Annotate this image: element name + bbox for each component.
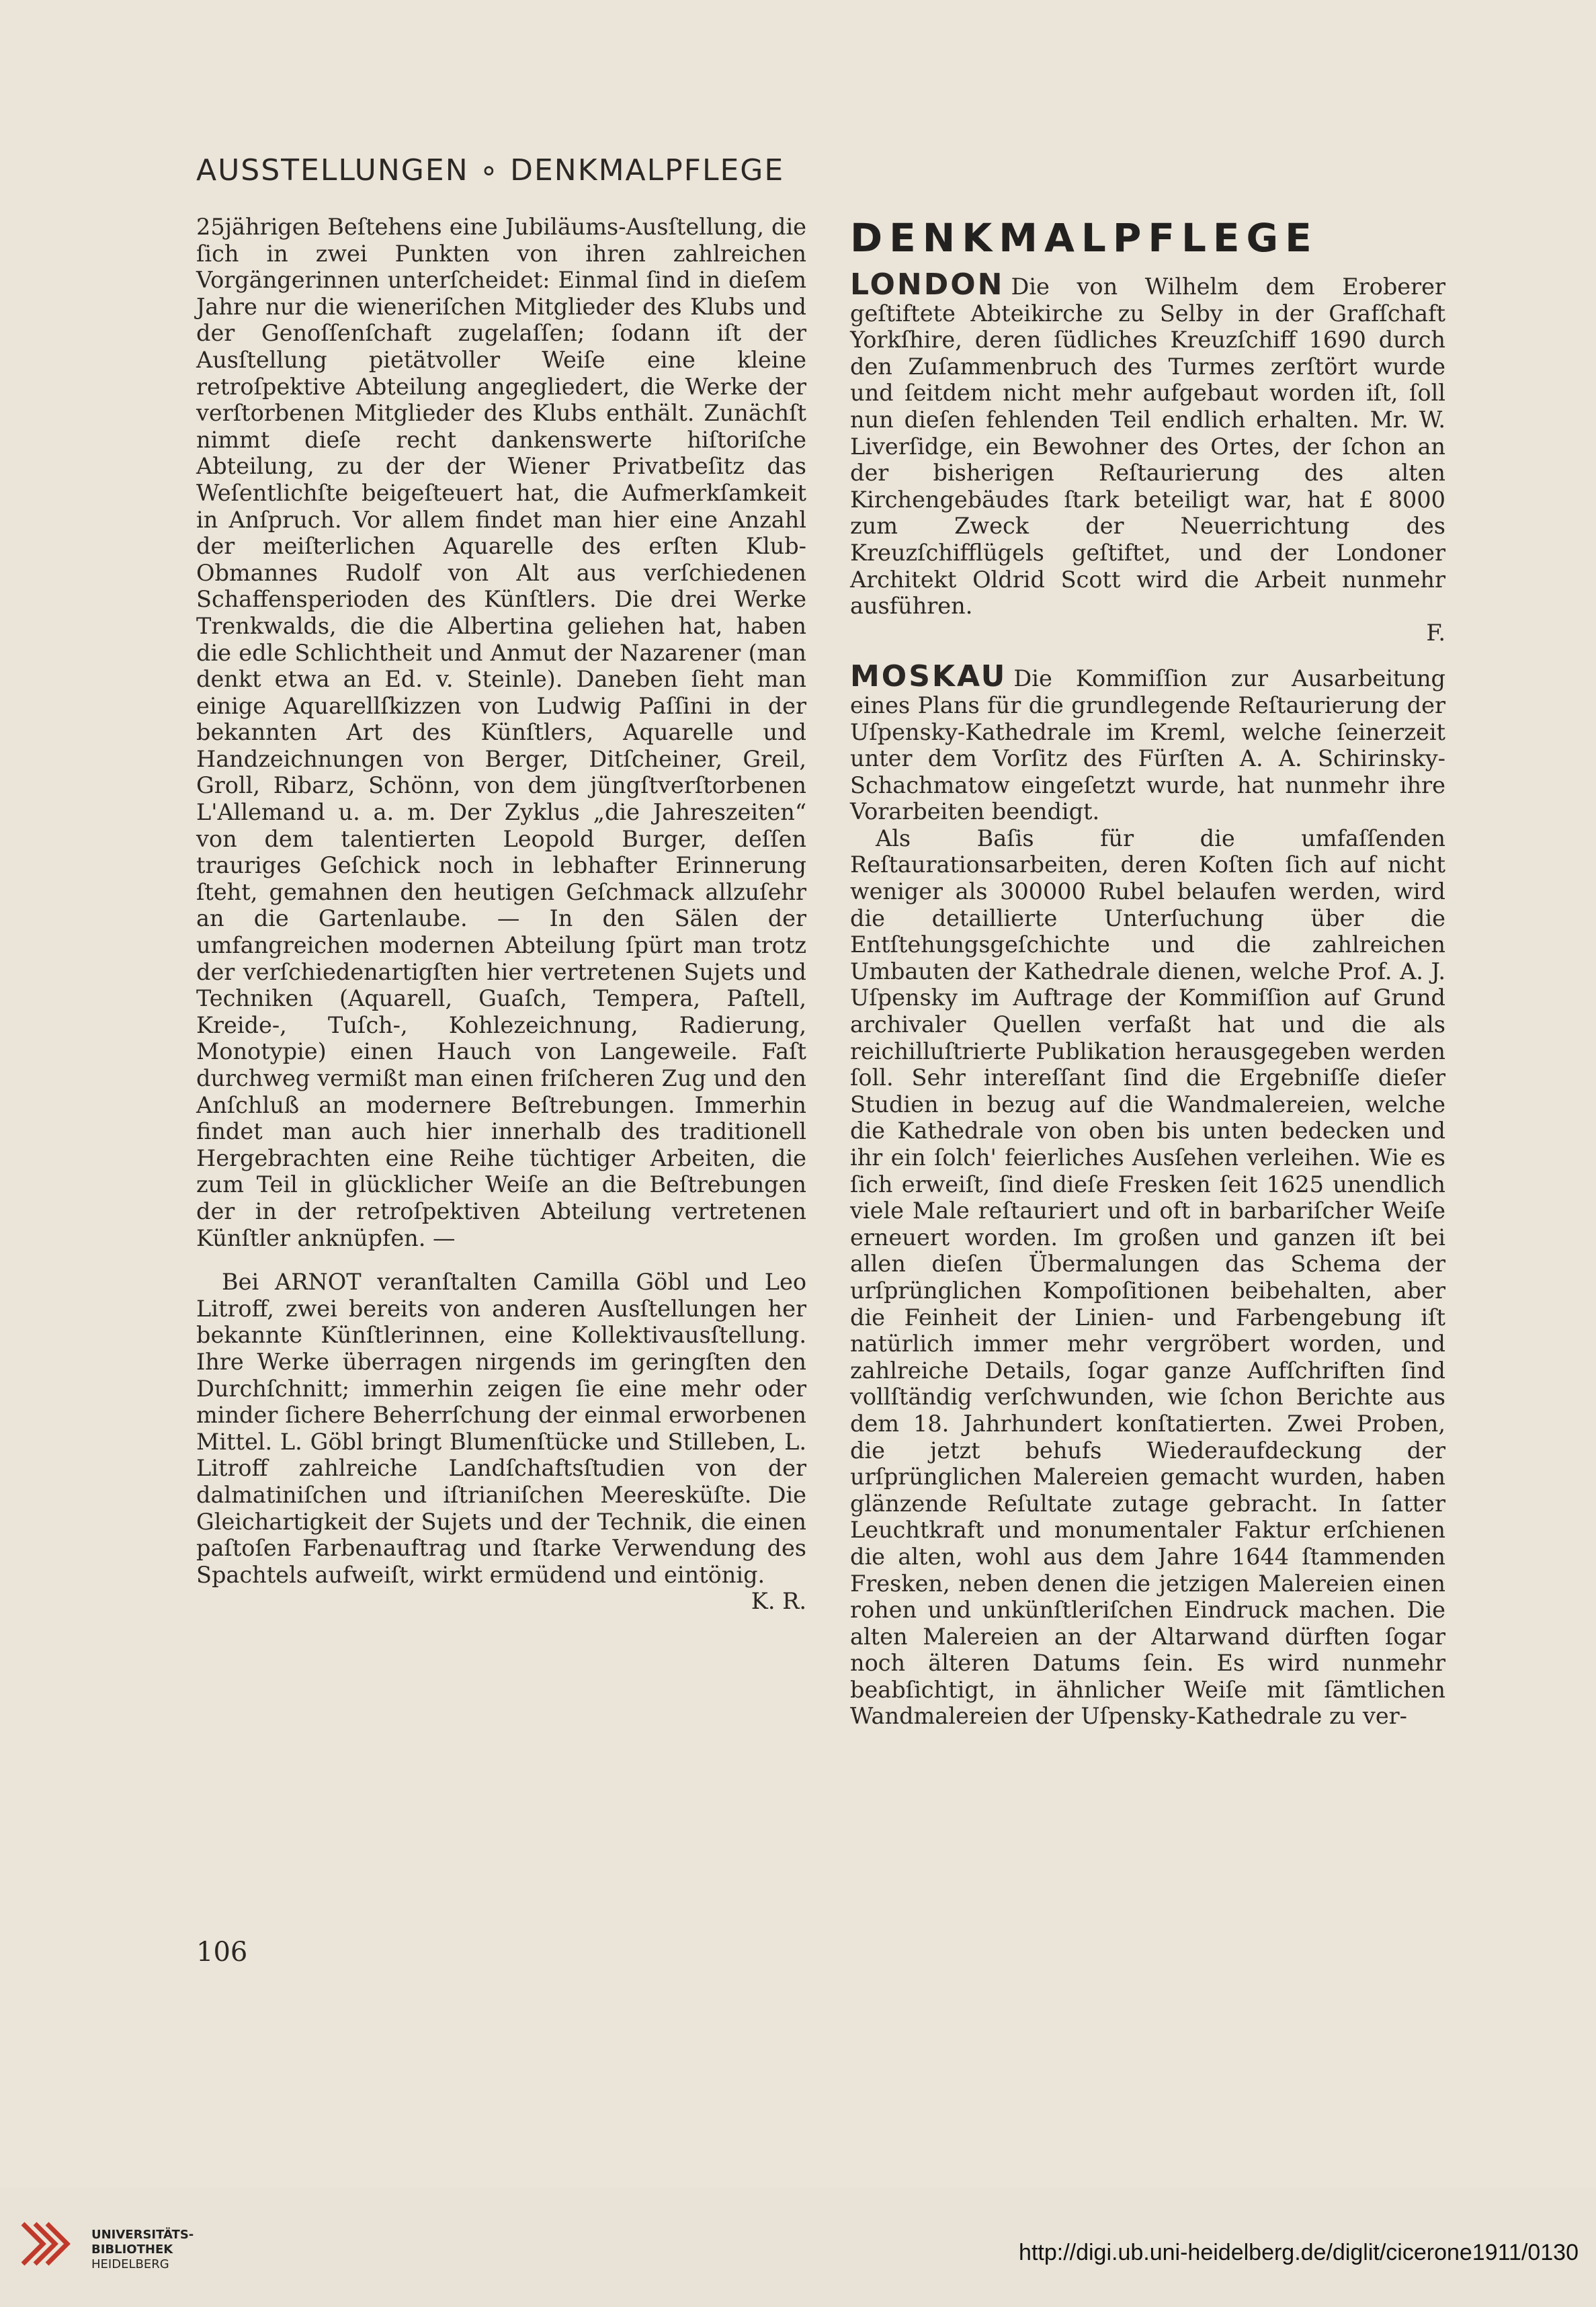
left-column <box>196 214 806 1615</box>
london-paragraph <box>850 267 1445 620</box>
author-signature-kr: K. R. <box>751 1588 806 1615</box>
london-label: LONDON <box>850 267 1005 302</box>
viewer-footer <box>0 2187 1596 2307</box>
arnot-exhibition-paragraph: Bei ARNOT veranſtalten Camilla Göbl und Leo Litroff, zwei bereits von anderen Ausſtellungen her bekannte Künſtlerinnen, eine Kollektivausſtellung. Ihre Werke überragen nirgends im geringſten den Durchſchnitt; immerhin zeigen ſie eine mehr oder minder ſichere Beherrſchung der einmal erworbenen Mittel. L. Göbl bringt Blumenſtücke und Stilleben, L. Litroff zahlreiche Landſchaftsſtudien von der dalmatiniſchen und iſtrianiſchen Meeresküſte. Die Gleichartigkeit der Sujets und der Technik, die einen paſtoſen Farbenauftrag und ſtarke Verwendung des Spachtels aufweiſt, wirkt ermüdend und eintönig. <box>196 1269 806 1588</box>
vienna-exhibition-paragraph: 25jährigen Beſtehens eine Jubiläums-Ausſtellung, die ſich in zwei Punkten von ihren zahlreichen Vorgängerinnen unterſcheidet: Einmal ſind in dieſem Jahre nur die wieneriſchen Mitglieder des Klubs und der Genoſſenſchaft zugelaſſen; ſodann iſt der Ausſtellung pietätvoller Weiſe eine kleine retroſpektive Abteilung angegliedert, die Werke der verſtorbenen Mitglieder des Klubs enthält. Zunächſt nimmt dieſe recht dankenswerte hiſtoriſche Abteilung, zu der der Wiener Privatbeſitz das Weſentlichſte beigeſteuert hat, die Aufmerkſamkeit in Anſpruch. Vor allem findet man hier eine Anzahl der meiſterlichen Aquarelle des erſten Klub-Obmannes Rudolf von Alt aus verſchiedenen Schaffensperioden des Künſtlers. Die drei Werke Trenkwalds, die die Albertina geliehen hat, haben die edle Schlichtheit und Anmut der Nazarener (man denkt etwa an Ed. v. Steinle). Daneben ſieht man einige Aquarellſkizzen von Ludwig Paſſini in der bekannten Art des Künſtlers, Aquarelle und Handzeichnungen von Berger, Ditſcheiner, Greil, Groll, Ribarz, Schönn, von dem jüngſtverſtorbenen L'Allemand u. a. m. Der Zyklus „die Jahreszeiten“ von dem talentierten Leopold Burger, deſſen trauriges Geſchick noch in lebhafter Erinnerung ſteht, gemahnen den heutigen Geſchmack allzuſehr an die Gartenlaube. — In den Sälen der umfangreichen modernen Abteilung ſpürt man trotz der verſchiedenartigſten hier vertretenen Sujets und Techniken (Aquarell, Guaſch, Tempera, Paſtell, Kreide-, Tuſch-, Kohlezeichnung, Radierung, Monotypie) einen Hauch von Langeweile. Faſt durchweg vermißt man einen friſcheren Zug und den Anſchluß an modernere Beſtrebungen. Immerhin findet man auch hier innerhalb des traditionell Hergebrachten eine Reihe tüchtiger Arbeiten, die zum Teil in glücklicher Weiſe an die Beſtrebungen der in der retroſpektiven Abteilung vertretenen Künſtler anknüpfen. — <box>196 214 806 1251</box>
university-library-logo-icon <box>16 2210 83 2277</box>
author-signature-f: F. <box>1426 619 1445 646</box>
moskau-paragraph <box>850 659 1445 825</box>
right-column <box>850 216 1445 1730</box>
moskau-text: Die Kommiſſion zur Ausarbeitung eines Plans für die grundlegende Reſtaurierung der Uſpensky-Kathedrale im Kreml, welche ſeinerzeit unter dem Vorſitz des Fürſten A. A. Schirinsky-Schachmatow eingeſetzt wurde, hat nunmehr ihre Vorarbeiten beendigt. <box>850 665 1445 825</box>
permalink-url[interactable]: http://digi.ub.uni-heidelberg.de/diglit/cicerone1911/0130 <box>1019 2240 1579 2265</box>
library-name-line2: BIBLIOTHEK <box>91 2242 173 2257</box>
moskau-restoration-paragraph: Als Baſis für die umfaſſenden Reſtaurationsarbeiten, deren Koſten ſich auf nicht weniger als 300000 Rubel belaufen werden, wird die detaillierte Unterſuchung über die Entſtehungsgeſchichte und die zahlreichen Umbauten der Kathedrale dienen, welche Prof. A. J. Uſpensky im Auftrage der Kommiſſion auf Grund archivaler Quellen verfaßt hat und die als reichilluſtrierte Publikation herausgegeben werden ſoll. Sehr intereſſant ſind die Ergebniſſe dieſer Studien in bezug auf die Wandmalereien, welche die Kathedrale von oben bis unten bedecken und ihr ein ſolch' feierliches Ausſehen verleihen. Wie es ſich erweiſt, ſind dieſe Fresken ſeit 1625 unendlich viele Male reſtauriert und oft in barbariſcher Weiſe erneuert worden. Im großen und ganzen iſt bei allen dieſen Übermalungen das Schema der urſprünglichen Kompoſitionen beibehalten, aber die Feinheit der Linien- und Farbengebung iſt natürlich immer mehr vergröbert worden, und zahlreiche Details, ſogar ganze Aufſchriften ſind vollſtändig verſchwunden, wie ſchon Berichte aus dem 18. Jahrhundert konſtatierten. Zwei Proben, die jetzt behufs Wiederaufdeckung der urſprünglichen Malereien gemacht wurden, haben glänzende Reſultate zutage gebracht. In ſatter Leuchtkraft und monumentaler Faktur erſchienen die alten, wohl aus dem Jahre 1644 ſtammenden Fresken, neben denen die jetzigen Malereien einen rohen und unkünſtleriſchen Eindruck machen. Die alten Malereien an der Altarwand dürften ſogar noch älteren Datums ſein. Es wird nunmehr beabſichtigt, in ähnlicher Weiſe mit ſämtlichen Wandmalereien der Uſpensky-Kathedrale zu ver- <box>850 825 1445 1730</box>
moskau-label: MOSKAU <box>850 659 1007 694</box>
section-title: DENKMALPFLEGE <box>850 215 1318 261</box>
library-name-line1: UNIVERSITÄTS- <box>91 2228 194 2242</box>
library-name-line3: HEIDELBERG <box>91 2257 169 2271</box>
running-head: AUSSTELLUNGEN ∘ DENKMALPFLEGE <box>196 153 785 187</box>
page-number: 106 <box>196 1937 248 1968</box>
library-name <box>91 2228 194 2272</box>
london-text: Die von Wilhelm dem Eroberer geſtiftete Abteikirche zu Selby in der Grafſchaft Yorkſhire, deren ſüdliches Kreuzſchiff 1690 durch den Zuſammenbruch des Turmes zerſtört wurde und ſeitdem nicht mehr aufgebaut worden iſt, ſoll nun dieſen fehlenden Teil endlich erhalten. Mr. W. Liverſidge, ein Bewohner des Ortes, der ſchon an der bisherigen Reſtaurierung des alten Kirchengebäudes ſtark beteiligt war, hat £ 8000 zum Zweck der Neuerrichtung des Kreuzſchifflügels geſtiftet, und der Londoner Architekt Oldrid Scott wird die Arbeit nunmehr ausführen. <box>850 274 1445 620</box>
